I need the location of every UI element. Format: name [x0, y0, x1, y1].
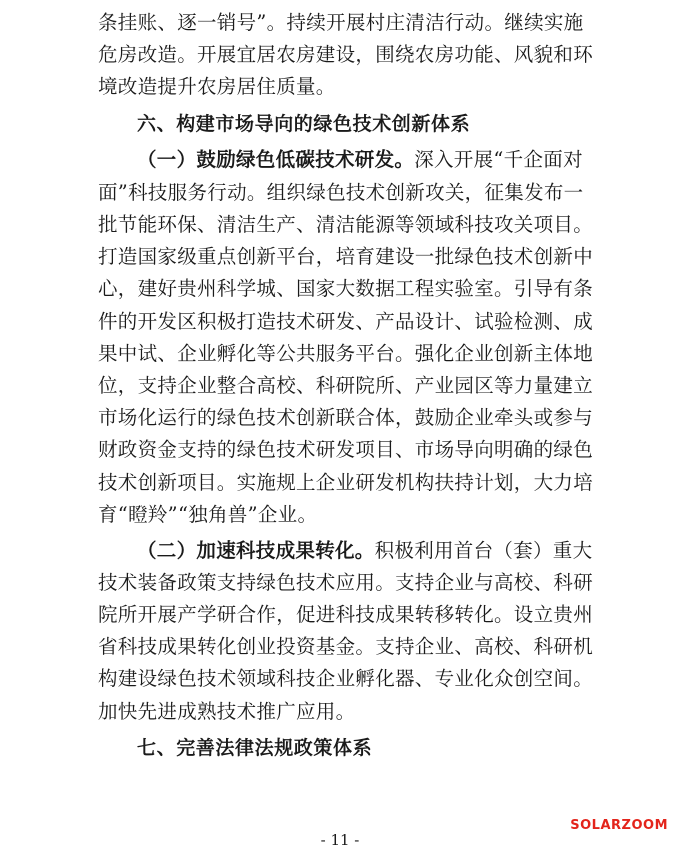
body-line: 市场化运行的绿色技术创新联合体，鼓励企业牵头或参与 [98, 406, 594, 429]
subsection-heading: （一）鼓励绿色低碳技术研发。 [137, 148, 415, 171]
body-line: 技术创新项目。实施规上企业研发机构扶持计划，大力培 [98, 471, 594, 494]
body-line: 境改造提升农房居住质量。 [98, 75, 336, 98]
watermark-logo: SOLARZOOM [570, 818, 668, 833]
section-heading: 七、完善法律法规政策体系 [137, 737, 373, 759]
body-line: 面”科技服务行动。组织绿色技术创新攻关，征集发布一 [98, 181, 584, 204]
section-heading: 六、构建市场导向的绿色技术创新体系 [137, 113, 471, 135]
body-line: 育“瞪羚”“独角兽”企业。 [98, 503, 318, 526]
body-text: 深入开展“千企面对 [414, 148, 583, 171]
body-line: 构建设绿色技术领域科技企业孵化器、专业化众创空间。 [98, 667, 594, 690]
body-line: 批节能环保、清洁生产、清洁能源等领域科技攻关项目。 [98, 213, 594, 236]
body-line: 财政资金支持的绿色技术研发项目、市场导向明确的绿色 [98, 438, 594, 461]
body-line: 加快先进成熟技术推广应用。 [98, 700, 356, 723]
body-line: 省科技成果转化创业投资基金。支持企业、高校、科研机 [98, 635, 594, 658]
body-line: 技术装备政策支持绿色技术应用。支持企业与高校、科研 [98, 571, 594, 594]
page-number: - 11 - [320, 831, 360, 849]
subsection-line [137, 538, 637, 563]
body-line: 果中试、企业孵化等公共服务平台。强化企业创新主体地 [98, 342, 594, 365]
body-text: 积极利用首台（套）重大 [374, 539, 593, 562]
body-line: 件的开发区积极打造技术研发、产品设计、试验检测、成 [98, 310, 594, 333]
subsection-line [137, 147, 637, 172]
body-line: 位，支持企业整合高校、科研院所、产业园区等力量建立 [98, 374, 594, 397]
body-line: 危房改造。开展宜居农房建设，围绕农房功能、风貌和环 [98, 43, 594, 66]
body-line: 院所开展产学研合作，促进科技成果转移转化。设立贵州 [98, 603, 594, 626]
body-line: 打造国家级重点创新平台，培育建设一批绿色技术创新中 [98, 245, 594, 268]
body-line: 条挂账、逐一销号”。持续开展村庄清洁行动。继续实施 [98, 11, 584, 34]
subsection-heading: （二）加速科技成果转化。 [137, 539, 375, 562]
body-line: 心，建好贵州科学城、国家大数据工程实验室。引导有条 [98, 277, 594, 300]
